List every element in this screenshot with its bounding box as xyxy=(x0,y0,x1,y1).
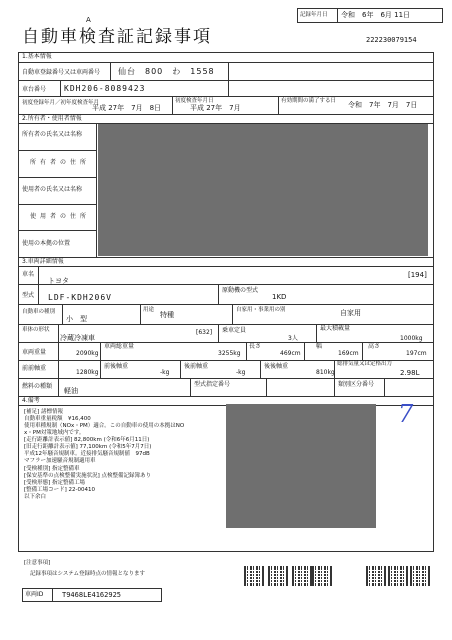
remark-line: [走行距離計表示値] 82,800km (令和6年6月11日) xyxy=(24,437,150,443)
rf-axle-value: -kg xyxy=(236,369,246,376)
kind-label: 自動車の種別 xyxy=(22,309,56,315)
ff-axle-label: 前前軸重 xyxy=(22,365,47,372)
biz-label: 自家用・事業用の別 xyxy=(236,307,286,313)
weight-label: 車両重量 xyxy=(22,349,47,356)
remark-line: [補足] 諸標情報 xyxy=(24,409,64,415)
rr-axle-value: 810kg xyxy=(316,369,335,376)
section1-title: 1.基本情報 xyxy=(22,53,52,60)
max-load-value: 1000kg xyxy=(400,335,423,342)
first-reg-label: 初度登録年月／初年度検査年月 xyxy=(22,100,100,106)
redacted-remarks xyxy=(226,404,376,528)
fr-axle-label: 前後軸重 xyxy=(104,363,129,370)
body-code: [632] xyxy=(196,329,213,336)
body-value: 冷蔵冷凍車 xyxy=(60,334,95,342)
class-no-label: 類別区分番号 xyxy=(338,381,375,388)
qr-code-3 xyxy=(292,566,312,586)
fuel-label: 燃料の種類 xyxy=(22,383,53,390)
qr-code-4 xyxy=(312,566,332,586)
qr-code-5 xyxy=(366,566,386,586)
remark-line: マフラー加速騒音規制適用車 xyxy=(24,458,96,464)
remark-line: [受検種別] 指定整備車 xyxy=(24,466,80,472)
record-date: 令和 6年 6月 11日 xyxy=(341,11,411,19)
notice-text: 記録事項はシステム登録時点の情報となります xyxy=(30,571,145,577)
displacement-label: 総排気量又は定格出力 xyxy=(337,361,393,367)
remark-line: [旧走行距離計表示値] 77,100km (令和5年7月7日) xyxy=(24,444,152,450)
remark-line: [整備工場コード] 22-00410 xyxy=(24,487,96,493)
qr-code-1 xyxy=(244,566,264,586)
first-reg-value: 平成 27年 7月 8日 xyxy=(92,104,162,112)
chassis-label: 車台番号 xyxy=(22,86,47,93)
remark-line: 使用車種規制（NOx・PM）適合。この自動車の使用の本拠はNO xyxy=(24,423,185,429)
use-label: 用途 xyxy=(143,307,155,313)
serial-number: 222230079154 xyxy=(366,36,417,44)
fr-axle-value: -kg xyxy=(160,369,170,376)
kind-value: 小 型 xyxy=(66,315,87,323)
reg-label: 自動車登録番号又は車両番号 xyxy=(22,69,101,76)
rf-axle-label: 後前軸重 xyxy=(184,363,209,370)
max-load-label: 最大積載量 xyxy=(320,325,351,332)
length-value: 469cm xyxy=(280,350,301,357)
remark-line: 自動車重量税額 ¥16,400 xyxy=(24,416,91,422)
height-label: 高さ xyxy=(368,343,381,350)
base-location-label: 使用の本拠の位置 xyxy=(22,240,71,247)
remark-line: [受検形態] 指定整備工場 xyxy=(24,480,86,486)
engine-label: 原動機の型式 xyxy=(222,287,259,294)
length-label: 長さ xyxy=(249,343,262,350)
reg-value: 仙台 800 わ 1558 xyxy=(118,67,215,76)
chassis-value: KDH206-8089423 xyxy=(64,84,146,93)
model-label: 型式 xyxy=(22,292,35,299)
type-no-label: 型式指定番号 xyxy=(194,381,231,388)
body-label: 車体の形状 xyxy=(22,327,50,333)
vehicle-id-value: T9468LE4162925 xyxy=(62,591,122,599)
remark-line: 平成12年騒音規制車。近接排気騒音規制値 97dB xyxy=(24,451,150,457)
record-date-label: 記録年月日 xyxy=(300,12,328,18)
notice-title: [注意事項] xyxy=(24,560,51,566)
remark-line: 以下余白 xyxy=(24,494,47,500)
use-value: 特種 xyxy=(160,311,174,319)
engine-value: 1KD xyxy=(272,293,287,301)
displacement-value: 2.98L xyxy=(400,369,420,377)
capacity-value: 3人 xyxy=(288,335,298,342)
section4-title: 4.備考 xyxy=(22,397,40,404)
redacted-owner-info xyxy=(98,124,428,256)
handwritten-mark: 7 xyxy=(398,400,414,428)
ff-axle-value: 1280kg xyxy=(76,369,99,376)
biz-value: 自家用 xyxy=(340,309,361,317)
height-value: 197cm xyxy=(406,350,427,357)
maker-value: トヨタ xyxy=(48,277,69,285)
init-label: 初度検査年月日 xyxy=(175,98,214,104)
owner-address-label: 所有者の住所 xyxy=(30,159,91,166)
owner-name-label: 所有者の氏名又は名称 xyxy=(22,131,83,138)
remark-line: x・PM対策地域内です。 xyxy=(24,430,85,436)
init-value: 平成 27年 7月 xyxy=(190,104,241,112)
gross-value: 3255kg xyxy=(218,350,241,357)
capacity-label: 乗車定員 xyxy=(222,327,247,334)
user-address-label: 使用者の住所 xyxy=(30,213,91,220)
expiry-value: 令和 7年 7月 7日 xyxy=(348,101,418,109)
maker-code: [194] xyxy=(408,271,427,279)
section2-title: 2.所有者・使用者情報 xyxy=(22,115,82,122)
fuel-value: 軽油 xyxy=(64,387,78,395)
section3-title: 3.車両詳細情報 xyxy=(22,258,64,265)
page-title: 自動車検査証記録事項 xyxy=(22,27,212,47)
weight-value: 2090kg xyxy=(76,350,99,357)
expiry-label: 有効期間の満了する日 xyxy=(281,98,337,104)
qr-code-6 xyxy=(388,566,408,586)
remark-line: [保安基準の点検整備実施状況] 点検整備記録簿あり xyxy=(24,473,152,479)
vehicle-id-label: 車両ID xyxy=(25,591,44,598)
user-name-label: 使用者の氏名又は名称 xyxy=(22,186,83,193)
model-value: LDF-KDH206V xyxy=(48,293,112,302)
maker-label: 車名 xyxy=(22,271,35,278)
rr-axle-label: 後後軸重 xyxy=(264,363,289,370)
form-mark: A xyxy=(86,16,91,24)
width-value: 169cm xyxy=(338,350,359,357)
gross-label: 車両総重量 xyxy=(104,343,135,350)
qr-code-7 xyxy=(410,566,430,586)
qr-code-2 xyxy=(268,566,288,586)
width-label: 幅 xyxy=(316,343,323,350)
